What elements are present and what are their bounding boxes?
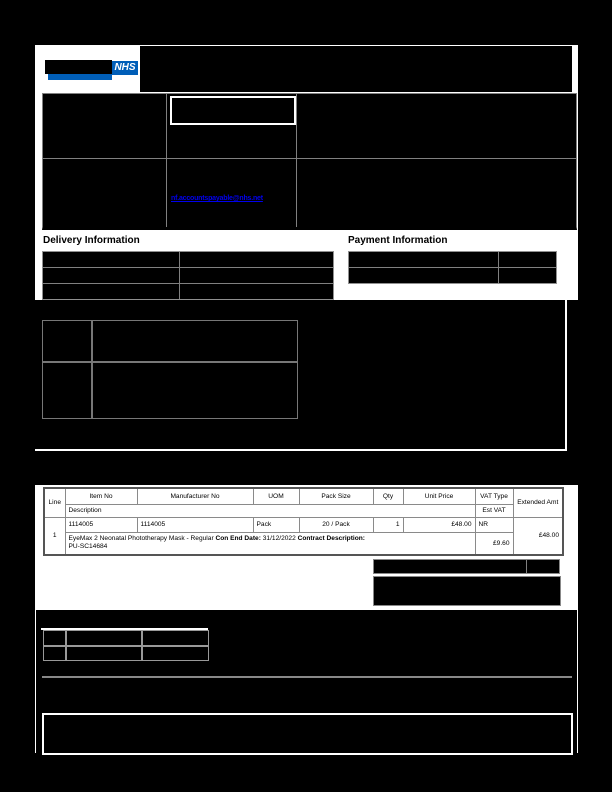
col-header-description: Description	[65, 504, 475, 517]
line-number-cell: 1	[44, 517, 65, 555]
line-item-row	[44, 517, 563, 532]
item-no-cell: 1114005	[65, 517, 137, 532]
col-header-extended-amt: Extended Amt	[513, 488, 563, 517]
manufacturer-no-cell: 1114005	[137, 517, 253, 532]
delivery-information-heading: Delivery Information	[43, 235, 140, 246]
header-divider	[43, 158, 576, 159]
table-divider	[43, 283, 333, 284]
table-divider	[91, 321, 93, 418]
payment-information-heading: Payment Information	[348, 235, 448, 246]
nhs-logo: NHS	[112, 61, 138, 75]
redacted-inner-table	[42, 320, 298, 419]
header-title-redaction	[140, 46, 572, 92]
line-items-table	[43, 487, 564, 556]
address-block-redaction	[35, 300, 578, 485]
redacted-small-table	[43, 630, 209, 661]
col-header-unit-price: Unit Price	[403, 488, 475, 504]
vat-type-cell: NR	[475, 517, 513, 532]
col-header-manufacturer-no: Manufacturer No	[137, 488, 253, 504]
pack-size-cell: 20 / Pack	[299, 517, 373, 532]
table-divider	[43, 361, 297, 363]
table-divider	[526, 560, 527, 573]
line-item-description-row	[44, 532, 563, 555]
description-cell	[65, 532, 475, 555]
con-end-date-label: Con End Date:	[215, 535, 261, 543]
nhs-logo-subtitle-bar	[48, 74, 112, 80]
document-page	[35, 45, 578, 753]
unit-price-cell: £48.00	[403, 517, 475, 532]
col-header-uom: UOM	[253, 488, 299, 504]
footer-rule	[42, 676, 572, 678]
table-divider	[349, 267, 556, 268]
table-divider	[43, 267, 333, 268]
col-header-line: Line	[44, 488, 65, 517]
header-divider	[296, 94, 297, 227]
contract-description-value: PU-SC14684	[68, 543, 108, 551]
footer-redaction-block	[36, 610, 577, 753]
trust-name-redaction	[45, 60, 112, 74]
uom-cell: Pack	[253, 517, 299, 532]
header-divider	[166, 94, 167, 227]
page-seam	[35, 449, 567, 451]
col-header-vat-type: VAT Type	[475, 488, 513, 504]
qty-cell: 1	[373, 517, 403, 532]
accounts-email-link[interactable]: nf.accountspayable@nhs.net	[171, 195, 263, 202]
payment-information-table	[348, 251, 557, 284]
col-header-item-no: Item No	[65, 488, 137, 504]
totals-subtotal-redaction	[373, 559, 560, 574]
footer-note-redaction-box	[42, 713, 573, 755]
description-text: EyeMax 2 Neonatal Phototherapy Mask - Regular	[68, 535, 216, 543]
po-number-redaction-box	[170, 96, 296, 125]
extended-amt-cell: £48.00	[513, 517, 563, 555]
totals-total-redaction	[373, 576, 561, 606]
col-header-pack-size: Pack Size	[299, 488, 373, 504]
contract-description-label: Contract Description:	[297, 535, 365, 543]
page-seam	[565, 300, 567, 451]
table-divider	[179, 252, 180, 299]
col-header-est-vat: Est VAT	[475, 504, 513, 517]
table-divider	[44, 645, 208, 647]
est-vat-cell: £9.60	[475, 532, 513, 555]
col-header-qty: Qty	[373, 488, 403, 504]
order-header-table	[42, 93, 577, 230]
delivery-information-table	[42, 251, 334, 300]
con-end-date-value: 31/12/2022	[260, 535, 298, 543]
